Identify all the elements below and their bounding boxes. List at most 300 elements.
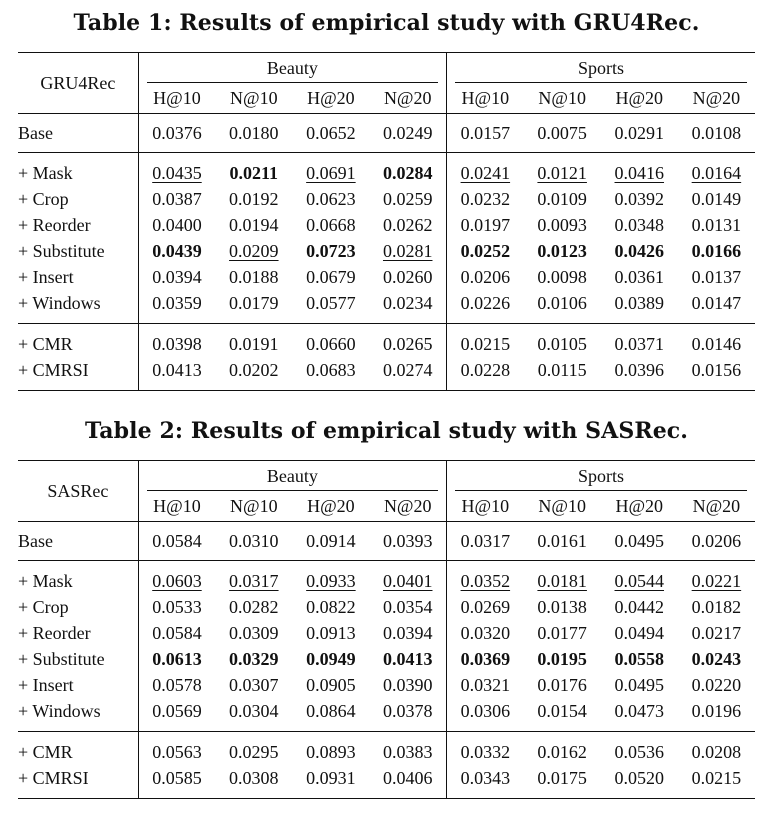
cell-value: 0.0320 — [460, 623, 511, 643]
dataset-label: Beauty — [266, 58, 318, 78]
cell-value: 0.0321 — [460, 675, 511, 695]
value-cell — [524, 357, 601, 391]
cell-value: 0.0354 — [382, 597, 433, 617]
value-cell — [215, 114, 292, 153]
value-cell — [447, 522, 524, 561]
cell-value: 0.0249 — [382, 123, 433, 143]
value-cell — [524, 324, 601, 358]
cell-value: 0.0156 — [691, 360, 742, 380]
cell-value: 0.0536 — [614, 742, 665, 762]
cell-value: 0.0211 — [229, 163, 279, 183]
metric-header: N@10 — [524, 83, 601, 114]
value-cell — [678, 732, 755, 766]
value-cell — [524, 212, 601, 238]
metric-header: H@10 — [447, 491, 524, 522]
value-cell — [524, 620, 601, 646]
value-cell — [138, 732, 215, 766]
table-row — [18, 522, 755, 561]
cell-value: 0.0392 — [614, 189, 665, 209]
value-cell — [524, 153, 601, 187]
cell-value: 0.0359 — [152, 293, 202, 313]
cell-value: 0.0584 — [152, 623, 202, 643]
cell-value: 0.0206 — [691, 531, 742, 551]
metric-header: N@20 — [369, 491, 446, 522]
value-cell — [601, 186, 678, 212]
value-cell — [369, 153, 446, 187]
cell-value: 0.0259 — [382, 189, 433, 209]
value-cell — [292, 114, 369, 153]
value-cell — [292, 264, 369, 290]
value-cell — [138, 264, 215, 290]
value-cell — [369, 732, 446, 766]
cell-value: 0.0209 — [229, 241, 279, 261]
value-cell — [138, 698, 215, 732]
cell-value: 0.0652 — [306, 123, 356, 143]
cell-value: 0.0191 — [229, 334, 279, 354]
value-cell — [292, 238, 369, 264]
value-cell — [524, 238, 601, 264]
gru4rec-results-table — [18, 52, 755, 391]
cell-value: 0.0234 — [382, 293, 433, 313]
dataset-header-sports — [447, 53, 755, 84]
row-label: + CMRSI — [18, 765, 138, 799]
cell-value: 0.0226 — [460, 293, 511, 313]
cell-value: 0.0306 — [460, 701, 511, 721]
table-row — [18, 264, 755, 290]
metric-header: H@20 — [601, 83, 678, 114]
value-cell — [447, 324, 524, 358]
cell-value: 0.0332 — [460, 742, 511, 762]
value-cell — [447, 646, 524, 672]
cell-value: 0.0389 — [614, 293, 665, 313]
cell-value: 0.0265 — [382, 334, 433, 354]
dataset-label: Sports — [578, 466, 625, 486]
value-cell — [524, 732, 601, 766]
value-cell — [447, 561, 524, 595]
value-cell — [601, 212, 678, 238]
value-cell — [138, 290, 215, 324]
value-cell — [215, 765, 292, 799]
cell-value: 0.0435 — [152, 163, 202, 183]
value-cell — [292, 212, 369, 238]
cell-value: 0.0307 — [229, 675, 279, 695]
cell-value: 0.0329 — [229, 649, 279, 669]
metric-header: H@20 — [601, 491, 678, 522]
cell-value: 0.0176 — [537, 675, 587, 695]
cell-value: 0.0147 — [691, 293, 742, 313]
cell-value: 0.0149 — [691, 189, 742, 209]
table-row — [18, 646, 755, 672]
value-cell — [138, 765, 215, 799]
cell-value: 0.0623 — [306, 189, 356, 209]
value-cell — [215, 522, 292, 561]
value-cell — [292, 765, 369, 799]
cell-value: 0.0569 — [152, 701, 202, 721]
cell-value: 0.0394 — [152, 267, 202, 287]
cell-value: 0.0208 — [691, 742, 742, 762]
dataset-label: Beauty — [266, 466, 318, 486]
value-cell — [369, 290, 446, 324]
value-cell — [601, 698, 678, 732]
value-cell — [447, 732, 524, 766]
value-cell — [369, 324, 446, 358]
value-cell — [292, 561, 369, 595]
cell-value: 0.0098 — [537, 267, 587, 287]
cell-value: 0.0495 — [614, 531, 665, 551]
cell-value: 0.0660 — [306, 334, 356, 354]
value-cell — [601, 357, 678, 391]
value-cell — [678, 594, 755, 620]
cell-value: 0.0182 — [691, 597, 742, 617]
cell-value: 0.0691 — [306, 163, 356, 183]
value-cell — [215, 186, 292, 212]
cell-value: 0.0371 — [614, 334, 665, 354]
cell-value: 0.0108 — [691, 123, 742, 143]
value-cell — [678, 153, 755, 187]
cell-value: 0.0398 — [152, 334, 202, 354]
cell-value: 0.0221 — [691, 571, 742, 591]
value-cell — [601, 620, 678, 646]
value-cell — [292, 646, 369, 672]
cell-value: 0.0179 — [229, 293, 279, 313]
value-cell — [524, 765, 601, 799]
metric-header: N@10 — [215, 491, 292, 522]
value-cell — [524, 114, 601, 153]
cell-value: 0.0304 — [229, 701, 279, 721]
cell-value: 0.0413 — [152, 360, 202, 380]
row-label: + Substitute — [18, 649, 105, 669]
value-cell — [447, 212, 524, 238]
value-cell — [447, 153, 524, 187]
cell-value: 0.0274 — [382, 360, 433, 380]
cell-value: 0.0949 — [306, 649, 356, 669]
cell-value: 0.0291 — [614, 123, 665, 143]
cell-value: 0.0105 — [537, 334, 587, 354]
value-cell — [601, 522, 678, 561]
cell-value: 0.0390 — [382, 675, 433, 695]
value-cell — [447, 264, 524, 290]
cell-value: 0.0683 — [306, 360, 356, 380]
header-row-datasets — [18, 461, 755, 492]
value-cell — [678, 765, 755, 799]
cell-value: 0.0284 — [382, 163, 433, 183]
value-cell — [292, 186, 369, 212]
cell-value: 0.0613 — [152, 649, 202, 669]
value-cell — [292, 357, 369, 391]
cell-value: 0.0416 — [614, 163, 665, 183]
cell-value: 0.0369 — [460, 649, 511, 669]
value-cell — [292, 732, 369, 766]
value-cell — [215, 561, 292, 595]
cell-value: 0.0544 — [614, 571, 665, 591]
value-cell — [292, 324, 369, 358]
cell-value: 0.0396 — [614, 360, 665, 380]
cell-value: 0.0309 — [229, 623, 279, 643]
cell-value: 0.0383 — [382, 742, 433, 762]
row-label: + Crop — [18, 189, 69, 209]
value-cell — [369, 264, 446, 290]
cell-value: 0.0157 — [460, 123, 511, 143]
cell-value: 0.0933 — [306, 571, 356, 591]
table-row — [18, 620, 755, 646]
dataset-rule — [147, 490, 438, 491]
value-cell — [447, 290, 524, 324]
dataset-rule — [455, 82, 747, 83]
cell-value: 0.0393 — [382, 531, 433, 551]
value-cell — [292, 290, 369, 324]
cell-value: 0.0093 — [537, 215, 587, 235]
cell-value: 0.0180 — [229, 123, 279, 143]
value-cell — [678, 620, 755, 646]
cell-value: 0.0317 — [460, 531, 511, 551]
value-cell — [369, 357, 446, 391]
value-cell — [678, 646, 755, 672]
cell-value: 0.0161 — [537, 531, 587, 551]
cell-value: 0.0426 — [614, 241, 665, 261]
metric-header: H@20 — [292, 491, 369, 522]
metric-header: H@10 — [447, 83, 524, 114]
value-cell — [215, 594, 292, 620]
value-cell — [369, 212, 446, 238]
value-cell — [601, 114, 678, 153]
cell-value: 0.0262 — [382, 215, 433, 235]
cell-value: 0.0241 — [460, 163, 511, 183]
table-row — [18, 324, 755, 358]
value-cell — [524, 646, 601, 672]
value-cell — [215, 672, 292, 698]
cell-value: 0.0121 — [537, 163, 587, 183]
table-row — [18, 561, 755, 595]
value-cell — [678, 357, 755, 391]
cell-value: 0.0181 — [537, 571, 587, 591]
cell-value: 0.0603 — [152, 571, 202, 591]
value-cell — [447, 672, 524, 698]
table-row — [18, 238, 755, 264]
dataset-header-beauty — [138, 461, 446, 492]
row-label: + Reorder — [18, 215, 91, 235]
cell-value: 0.0109 — [537, 189, 587, 209]
value-cell — [524, 186, 601, 212]
row-label: + Mask — [18, 571, 73, 591]
value-cell — [524, 561, 601, 595]
value-cell — [215, 238, 292, 264]
sasrec-results-table — [18, 460, 755, 799]
metric-header: N@10 — [524, 491, 601, 522]
cell-value: 0.0123 — [537, 241, 587, 261]
cell-value: 0.0905 — [306, 675, 356, 695]
cell-value: 0.0192 — [229, 189, 279, 209]
value-cell — [524, 672, 601, 698]
value-cell — [215, 264, 292, 290]
cell-value: 0.0282 — [229, 597, 279, 617]
row-label: + Windows — [18, 290, 138, 324]
cell-value: 0.0394 — [382, 623, 433, 643]
model-name-header: GRU4Rec — [18, 53, 138, 114]
value-cell — [369, 522, 446, 561]
row-label: + Crop — [18, 597, 69, 617]
cell-value: 0.0281 — [382, 241, 433, 261]
value-cell — [138, 238, 215, 264]
value-cell — [369, 114, 446, 153]
value-cell — [138, 646, 215, 672]
value-cell — [215, 290, 292, 324]
value-cell — [138, 561, 215, 595]
cell-value: 0.0075 — [537, 123, 587, 143]
value-cell — [369, 594, 446, 620]
cell-value: 0.0196 — [691, 701, 742, 721]
value-cell — [678, 672, 755, 698]
cell-value: 0.0584 — [152, 531, 202, 551]
dataset-header-beauty — [138, 53, 446, 84]
cell-value: 0.0138 — [537, 597, 587, 617]
value-cell — [524, 594, 601, 620]
cell-value: 0.0387 — [152, 189, 202, 209]
cell-value: 0.0558 — [614, 649, 665, 669]
cell-value: 0.0131 — [691, 215, 742, 235]
value-cell — [601, 765, 678, 799]
row-label: + CMRSI — [18, 357, 138, 391]
cell-value: 0.0473 — [614, 701, 665, 721]
value-cell — [292, 620, 369, 646]
cell-value: 0.0164 — [691, 163, 742, 183]
cell-value: 0.0679 — [306, 267, 356, 287]
metric-header: H@10 — [138, 83, 215, 114]
value-cell — [138, 594, 215, 620]
cell-value: 0.0533 — [152, 597, 202, 617]
row-label: + CMR — [18, 742, 73, 762]
row-label: + Windows — [18, 698, 138, 732]
cell-value: 0.0413 — [382, 649, 433, 669]
value-cell — [369, 186, 446, 212]
value-cell — [601, 238, 678, 264]
value-cell — [447, 698, 524, 732]
model-name-header: SASRec — [18, 461, 138, 522]
value-cell — [138, 357, 215, 391]
cell-value: 0.0442 — [614, 597, 665, 617]
cell-value: 0.0822 — [306, 597, 356, 617]
table-row — [18, 186, 755, 212]
metric-header: N@20 — [678, 491, 755, 522]
cell-value: 0.0913 — [306, 623, 356, 643]
table-row — [18, 698, 755, 732]
value-cell — [524, 290, 601, 324]
cell-value: 0.0106 — [537, 293, 587, 313]
cell-value: 0.0668 — [306, 215, 356, 235]
metric-header: N@10 — [215, 83, 292, 114]
metric-header: N@20 — [678, 83, 755, 114]
table-row — [18, 212, 755, 238]
table-row — [18, 114, 755, 153]
dataset-rule — [455, 490, 747, 491]
value-cell — [138, 186, 215, 212]
row-label: Base — [18, 114, 138, 153]
cell-value: 0.0352 — [460, 571, 511, 591]
cell-value: 0.0317 — [229, 571, 279, 591]
value-cell — [601, 324, 678, 358]
value-cell — [601, 290, 678, 324]
value-cell — [215, 732, 292, 766]
value-cell — [215, 212, 292, 238]
cell-value: 0.0578 — [152, 675, 202, 695]
cell-value: 0.0439 — [152, 241, 202, 261]
table-row — [18, 594, 755, 620]
value-cell — [447, 114, 524, 153]
cell-value: 0.0361 — [614, 267, 665, 287]
value-cell — [369, 765, 446, 799]
value-cell — [524, 264, 601, 290]
header-row-datasets — [18, 53, 755, 84]
cell-value: 0.0188 — [229, 267, 279, 287]
cell-value: 0.0252 — [460, 241, 511, 261]
cell-value: 0.0137 — [691, 267, 742, 287]
value-cell — [601, 594, 678, 620]
cell-value: 0.0893 — [306, 742, 356, 762]
value-cell — [678, 290, 755, 324]
cell-value: 0.0400 — [152, 215, 202, 235]
cell-value: 0.0166 — [691, 241, 742, 261]
value-cell — [138, 324, 215, 358]
cell-value: 0.0310 — [229, 531, 279, 551]
cell-value: 0.0494 — [614, 623, 665, 643]
metric-header: H@20 — [292, 83, 369, 114]
value-cell — [138, 672, 215, 698]
value-cell — [678, 114, 755, 153]
cell-value: 0.0206 — [460, 267, 511, 287]
value-cell — [678, 264, 755, 290]
table-row — [18, 672, 755, 698]
cell-value: 0.0864 — [306, 701, 356, 721]
cell-value: 0.0154 — [537, 701, 587, 721]
cell-value: 0.0217 — [691, 623, 742, 643]
table-row — [18, 732, 755, 766]
table-row — [18, 357, 755, 391]
cell-value: 0.0376 — [152, 123, 202, 143]
value-cell — [678, 238, 755, 264]
row-label: + Insert — [18, 267, 74, 287]
table-row — [18, 290, 755, 324]
table-row — [18, 765, 755, 799]
dataset-header-sports — [447, 461, 755, 492]
cell-value: 0.0194 — [229, 215, 279, 235]
value-cell — [292, 153, 369, 187]
value-cell — [292, 698, 369, 732]
value-cell — [447, 238, 524, 264]
value-cell — [678, 324, 755, 358]
dataset-label: Sports — [578, 58, 625, 78]
value-cell — [215, 153, 292, 187]
value-cell — [369, 561, 446, 595]
cell-value: 0.0220 — [691, 675, 742, 695]
value-cell — [601, 561, 678, 595]
cell-value: 0.0723 — [306, 241, 356, 261]
value-cell — [447, 594, 524, 620]
cell-value: 0.0577 — [306, 293, 356, 313]
cell-value: 0.0115 — [537, 360, 587, 380]
cell-value: 0.0195 — [537, 649, 587, 669]
cell-value: 0.0177 — [537, 623, 587, 643]
metric-header: H@10 — [138, 491, 215, 522]
cell-value: 0.0378 — [382, 701, 433, 721]
value-cell — [678, 186, 755, 212]
value-cell — [601, 672, 678, 698]
cell-value: 0.0197 — [460, 215, 511, 235]
value-cell — [601, 732, 678, 766]
cell-value: 0.0146 — [691, 334, 742, 354]
value-cell — [601, 264, 678, 290]
row-label: + Substitute — [18, 241, 105, 261]
table-row — [18, 153, 755, 187]
value-cell — [601, 646, 678, 672]
